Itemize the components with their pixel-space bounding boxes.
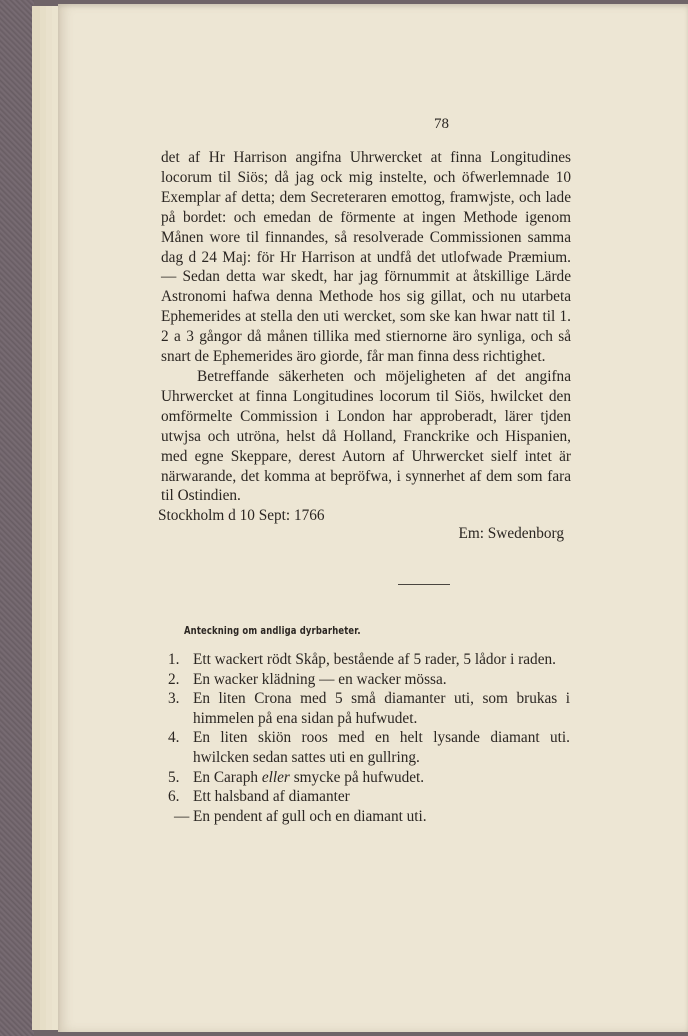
list-item [168, 670, 570, 690]
list-item-text [193, 769, 424, 786]
list-item [168, 787, 570, 807]
list-item-number: 5. [168, 768, 180, 786]
list-item-text: Ett wackert rödt Skåp, bestående af 5 rader, 5 lådor i raden. [193, 651, 556, 668]
list-item [168, 768, 570, 788]
list-item-number: 2. [168, 670, 180, 688]
list-item-number: 3. [168, 690, 180, 708]
letter-paragraph: Betreffande säkerheten och möjeligheten af det angifna Uhrwercket at finna Longitudines locorum til Siös, hwilcket den omförmelte Commission i London har approberadt, lärer tjden utwjsa och utröna, helst då Holland, Franckrike och Hispanien, med egne Skeppare, derest Autorn af Uhrwercket sielf intet är närwarande, det komma at bepröfwa, i synnerhet af dem som fara til Ostindien. [161, 367, 571, 505]
list-item [168, 728, 570, 767]
list-item-number: 4. [168, 729, 180, 747]
place-date: Stockholm d 10 Sept: 1766 [158, 507, 325, 525]
letter-signoff [158, 506, 571, 543]
list-item-number: 1. [168, 651, 180, 668]
list-item [168, 689, 570, 728]
list-item-dash: — [174, 807, 190, 825]
list-item [168, 650, 570, 670]
page-number-text: 78 [434, 116, 449, 132]
list-item [168, 807, 570, 827]
list-item-text-part: smycke på hufwudet. [289, 768, 425, 786]
list-item-text: En liten skiön roos med en helt lysande diamant uti. hwilcken sedan sattes uti en gullring. [193, 729, 570, 766]
section-divider [398, 584, 450, 585]
letter-body [158, 148, 571, 543]
list-item-text: En pendent af gull och en diamant uti. [193, 807, 427, 825]
section-heading: Anteckning om andliga dyrbarheter. [184, 624, 361, 637]
signature: Em: Swedenborg [458, 525, 564, 543]
page-number [0, 116, 688, 133]
list-item-text: En liten Crona med 5 små diamanter uti, som brukas i himmelen på ena sidan på hufwudet. [193, 690, 570, 727]
list-item-text: Ett halsband af diamanter [193, 788, 350, 806]
book-cover-edge [0, 0, 34, 1036]
list-item-number: 6. [168, 788, 180, 806]
list-item-text-part: En Caraph [193, 768, 262, 786]
list-item-text-italic: eller [261, 768, 290, 786]
treasures-list [168, 650, 570, 826]
list-item-text: En wacker klädning — en wacker mössa. [193, 670, 447, 688]
letter-paragraph: det af Hr Harrison angifna Uhrwercket at finna Longitudines locorum til Siös; då jag ock mig instelte, och öfwerlemnade 10 Exemplar af detta; dem Secreteraren emottog, framwjste, och lade på bordet: och emedan de förmente at ingen Methode igenom Månen wore til finnandes, så resolverade Commissionen samma dag d 24 Maj: för Hr Harrison at undfå det utlofwade Præmium. — Sedan detta war skedt, har jag förnummit at åtskillige Lärde Astronomi hafwa denna Methode hos sig gillat, och nu utarbeta Ephemerides at stella den uti wercket, som ske kan hwar natt til 1. 2 a 3 gångor då månen tillika med stiernorne äro synliga, och så snart de Ephemerides äro giorde, får man finna dess richtighet. [161, 149, 571, 366]
